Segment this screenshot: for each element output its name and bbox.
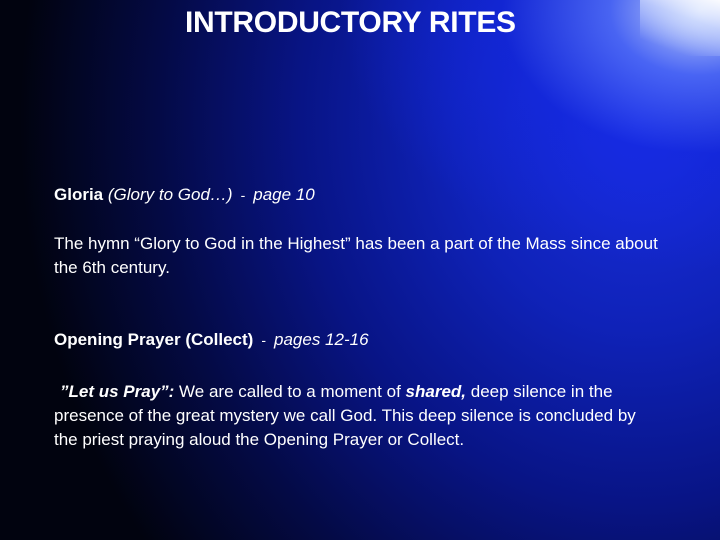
opening-prayer-page-ref: pages 12-16	[274, 330, 369, 349]
let-us-pray-quote: ”Let us Pray”:	[60, 382, 175, 401]
gloria-body: The hymn “Glory to God in the Highest” has been a part of the Mass since about the 6th century.	[54, 234, 658, 277]
gloria-page-ref: page 10	[253, 185, 315, 204]
opening-prayer-heading-line	[54, 328, 664, 352]
opening-prayer-body	[54, 380, 664, 452]
opening-prayer-heading: Opening Prayer (Collect)	[54, 330, 254, 349]
opening-prayer-emphasis: shared,	[405, 382, 467, 401]
opening-prayer-separator: -	[261, 332, 266, 348]
slide-title: INTRODUCTORY RITES	[185, 6, 516, 39]
gloria-heading: Gloria	[54, 185, 104, 204]
opening-prayer-body-post: deep silence in the presence of the great mystery we call God. This deep silence is concluded by the priest praying aloud the Opening Prayer or Collect.	[54, 382, 636, 449]
gloria-subtitle: (Glory to God…)	[107, 185, 233, 204]
gloria-heading-line	[54, 183, 664, 207]
corner-glow	[640, 0, 720, 56]
opening-prayer-body-pre: We are called to a moment of	[179, 382, 401, 401]
gloria-separator: -	[240, 187, 246, 203]
